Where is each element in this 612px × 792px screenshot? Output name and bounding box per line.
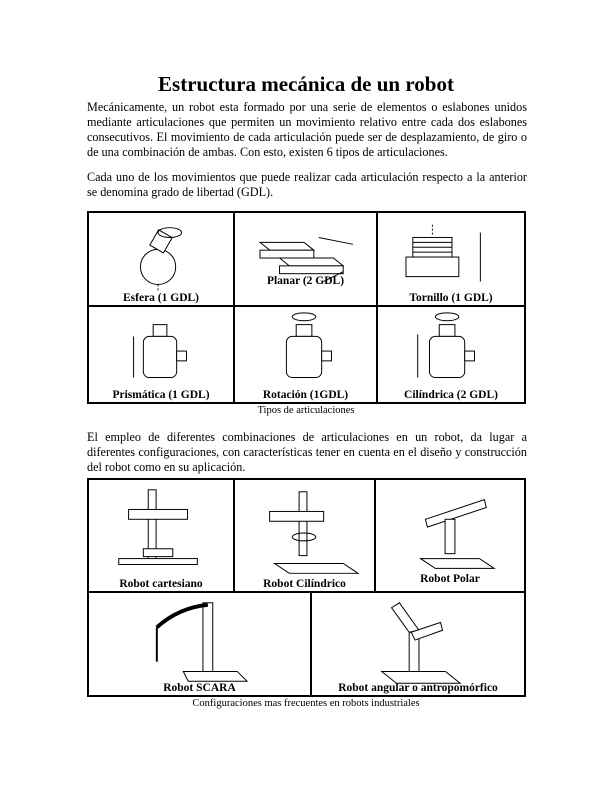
robot-label: Robot SCARA — [163, 682, 236, 694]
joint-screw — [377, 212, 525, 306]
prismatic-joint-icon — [89, 307, 233, 402]
cylindrical-robot-icon — [235, 480, 374, 591]
cartesian-robot-icon — [89, 480, 233, 591]
gdl-paragraph: Cada uno de los movimientos que puede realizar cada articulación respecto a la anterior se denomina grado de libertad (GDL). — [87, 170, 527, 199]
robot-label: Robot cartesiano — [119, 578, 203, 590]
joint-label: Esfera (1 GDL) — [122, 292, 199, 304]
robot-cartesian — [88, 479, 234, 592]
intro-paragraph: Mecánicamente, un robot esta formado por una serie de elementos o eslabones unidos mediante articulaciones que permiten un movimiento relativo entre cada dos eslabones consecutivos. El movimiento de cada articulación puede ser de desplazamiento, de giro o de una combinación de ambas. Con esto, existen 6 tipos de articulaciones. — [87, 100, 527, 159]
joints-caption: Tipos de articulaciones — [257, 405, 355, 416]
joint-cylindrical — [377, 306, 525, 403]
anthropomorphic-robot-icon — [312, 593, 524, 695]
robot-anthropomorphic — [311, 592, 525, 696]
robot-configurations-figure — [87, 478, 526, 697]
cylindrical-joint-icon — [378, 307, 524, 402]
joint-planar — [234, 212, 377, 306]
joint-label: Prismática (1 GDL) — [112, 389, 210, 401]
joint-types-figure — [87, 211, 526, 404]
robot-polar — [375, 479, 525, 592]
robot-cylindrical — [234, 479, 375, 592]
robot-scara — [88, 592, 311, 696]
planar-joint-icon — [235, 213, 376, 305]
joint-sphere — [88, 212, 234, 306]
joint-rotation — [234, 306, 377, 403]
robot-label: Robot angular o antropomórfico — [338, 682, 498, 694]
joint-label: Tornillo (1 GDL) — [409, 292, 493, 304]
configurations-paragraph: El empleo de diferentes combinaciones de articulaciones en un robot, da lugar a diferentes configuraciones, con características tener en cuenta en el diseño y construcción del robot como en su aplicación. — [87, 430, 527, 474]
robot-label: Robot Cilíndrico — [263, 578, 346, 590]
joint-prismatic — [88, 306, 234, 403]
robot-label: Robot Polar — [420, 573, 480, 585]
joint-label: Rotación (1GDL) — [262, 389, 349, 401]
rotation-joint-icon — [235, 307, 376, 402]
robots-caption: Configuraciones mas frecuentes en robots industriales — [192, 698, 420, 709]
joint-label: Planar (2 GDL) — [266, 275, 345, 287]
joint-label: Cilíndrica (2 GDL) — [404, 389, 498, 401]
scara-robot-icon — [89, 593, 310, 695]
page-title: Estructura mecánica de un robot — [158, 72, 454, 96]
